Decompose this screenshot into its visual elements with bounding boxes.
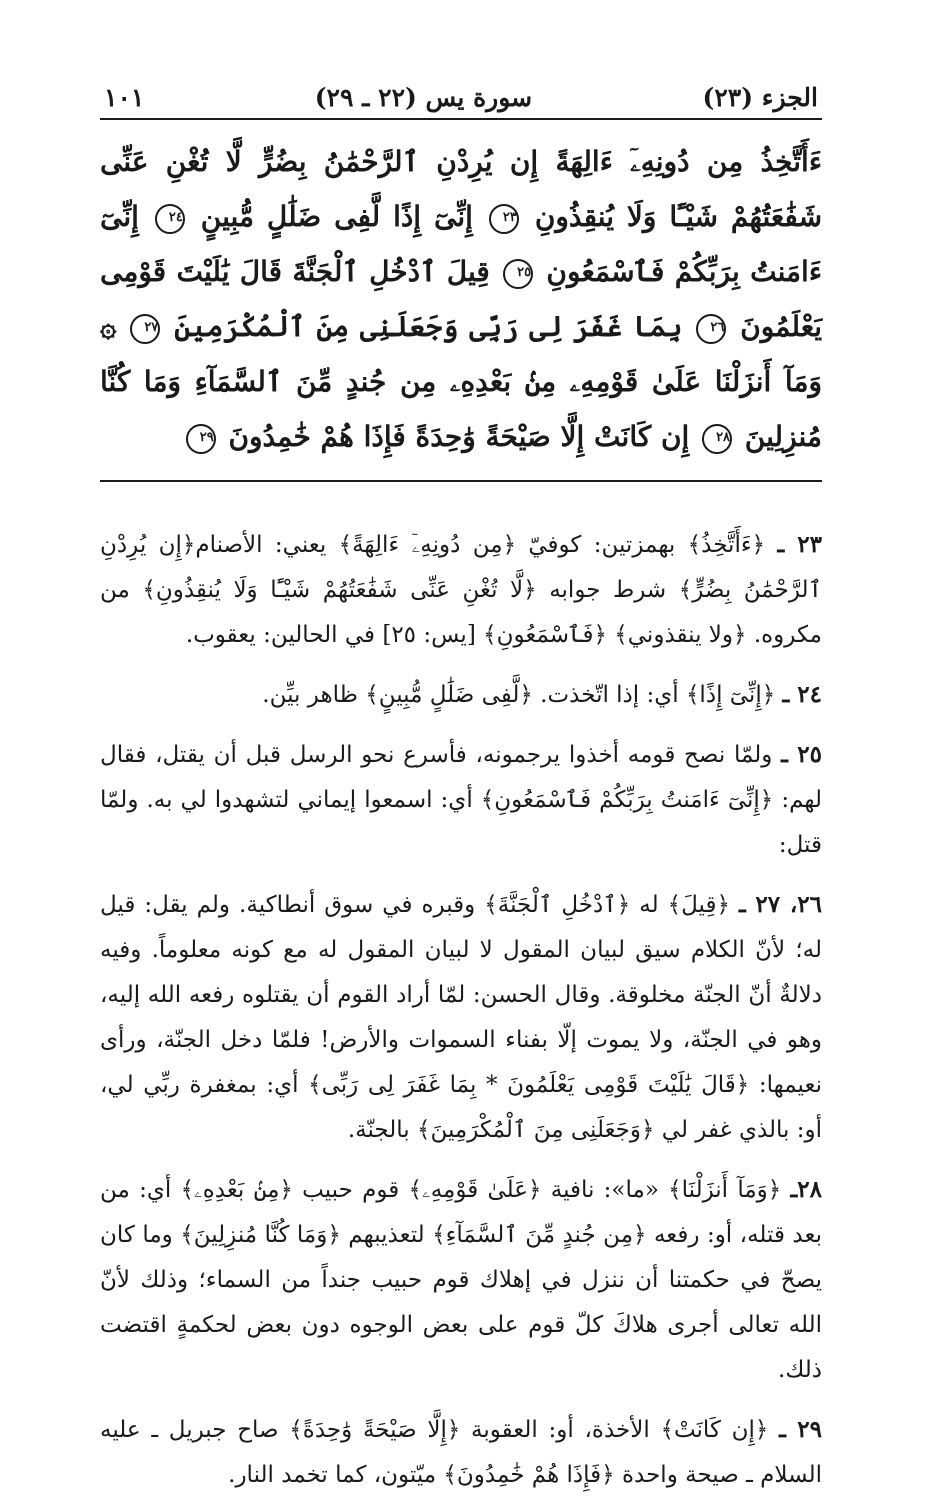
ayah-number-marker: ٢٣ <box>489 204 519 234</box>
ayah-text: إِنِّىٓ ءَامَنتُ بِرَبِّكُمْ فَٱسْمَعُونِ <box>100 200 823 288</box>
commentary-text: ﴿وَمَآ أَنزَلْنَا﴾ «ما»: نافية ﴿عَلَىٰ قَوْمِهِۦ﴾ قوم حبيب ﴿مِنۢ بَعْدِهِۦ﴾ أي: من بعد قتله، أو: رفعه ﴿مِن جُندٍ مِّنَ ٱلسَّمَآءِ﴾ لتعذيبهم ﴿وَمَا كُنَّا مُنزِلِينَ﴾ وما كان يصحّ في حكمتنا أن ننزل في إهلاك قوم حبيب جنداً من السماء؛ وذلك لأنّ الله تعالى أجرى هلاكَ كلّ قوم على بعض الوجوه دون بعض لحكمةٍ اقتضت ذلك. <box>100 1177 822 1383</box>
ayah-number-marker: ٢٩ <box>186 424 216 454</box>
ayah-text: ءَأَتَّخِذُ مِن دُونِهِۦٓ ءَالِهَةً إِن يُرِدْنِ ٱلرَّحْمَٰنُ بِضُرٍّ لَّا تُغْنِ عَنِّى شَفَٰعَتُهُمْ شَيْـًٔا وَلَا يُنقِذُونِ <box>100 145 823 233</box>
verse-number: ٢٣ ـ <box>777 531 823 558</box>
ayah-number-marker: ٢٥ <box>503 259 533 289</box>
ayah-text: ۞ وَمَآ أَنزَلْنَا عَلَىٰ قَوْمِهِۦ مِنۢ بَعْدِهِۦ مِن جُندٍ مِّنَ ٱلسَّمَآءِ وَمَا كُنَّا مُنزِلِينَ <box>100 310 822 453</box>
verse-number: ٢٩ ـ <box>779 1416 823 1443</box>
commentary-paragraph-28 <box>100 1167 822 1393</box>
page-number: ١٠١ <box>104 83 145 112</box>
ayah-number-marker: ٢٦ <box>696 314 726 344</box>
header-divider <box>100 118 822 120</box>
commentary-text: ﴿قِيلَ﴾ له ﴿ٱدْخُلِ ٱلْجَنَّةَ﴾ وقبره في سوق أنطاكية. ولم يقل: قيل له؛ لأنّ الكلام سيق لبيان المقول لا لبيان المقول له مع كونه معلوماً. وفيه دلالةٌ أنّ الجنّة مخلوقة. وقال الحسن: لمّا أراد القوم أن يقتلوه رفعه الله إليه، وهو في الجنّة، ولا يموت إلّا بفناء السموات والأرض! فلمّا دخل الجنّة، ورأى نعيمها: ﴿قَالَ يَٰلَيْتَ قَوْمِى يَعْلَمُونَ * بِمَا غَفَرَ لِى رَبِّى﴾ أي: بمغفرة ربِّي لي، أو: بالذي غفر لي ﴿وَجَعَلَنِى مِنَ ٱلْمُكْرَمِينَ﴾ بالجنّة. <box>100 892 822 1143</box>
page-header <box>100 68 822 112</box>
commentary-paragraph-23 <box>100 522 822 658</box>
verse-number: ٢٤ ـ <box>782 681 822 708</box>
ayah-text: إِن كَانَتْ إِلَّا صَيْحَةً وَٰحِدَةً فَإِذَا هُمْ خَٰمِدُونَ <box>228 420 690 453</box>
juz-label: الجزء (٢٣) <box>702 83 818 112</box>
commentary-paragraph-26-27 <box>100 882 822 1153</box>
commentary-text: ﴿ءَأَتَّخِذُ﴾ بهمزتين: كوفيّ ﴿مِن دُونِهِۦٓ ءَالِهَةً﴾ يعني: الأصنام﴿إِن يُرِدْنِ ٱلرَّحْمَٰنُ بِضُرٍّ﴾ شرط جوابه ﴿لَّا تُغْنِ عَنِّى شَفَٰعَتُهُمْ شَيْـًٔا وَلَا يُنقِذُونِ﴾ من مكروه. ﴿ولا ينقذوني﴾ ﴿فَٱسْمَعُونِ﴾ [يس: ٢٥] في الحالين: يعقوب. <box>100 532 822 648</box>
verse-number: ٢٦، ٢٧ ـ <box>738 891 823 918</box>
ayah-text: بِمَا غَفَرَ لِى رَبِّى وَجَعَلَنِى مِنَ ٱلْمُكْرَمِينَ <box>174 310 683 343</box>
commentary-text: ﴿إِن كَانَتْ﴾ الأخذة، أو: العقوبة ﴿إِلَّا صَيْحَةً وَٰحِدَةً﴾ صاح جبريل ـ عليه السلام ـ صيحة واحدة ﴿فَإِذَا هُمْ خَٰمِدُونَ﴾ ميّتون، كما تخمد النار. <box>100 1417 822 1488</box>
commentary-block <box>100 522 822 1498</box>
ayah-number-marker: ٢٨ <box>702 424 732 454</box>
ayah-number-marker: ٢٧ <box>130 314 160 344</box>
section-divider <box>100 480 822 482</box>
ayah-number-marker: ٢٤ <box>155 204 185 234</box>
verse-number: ٢٨ـ <box>790 1176 822 1203</box>
book-page <box>100 68 822 1512</box>
commentary-paragraph-24 <box>100 672 822 718</box>
quran-text-block <box>100 134 822 464</box>
ayah-text: قِيلَ ٱدْخُلِ ٱلْجَنَّةَ قَالَ يَٰلَيْتَ قَوْمِى يَعْلَمُونَ <box>100 255 823 343</box>
commentary-paragraph-29 <box>100 1407 822 1498</box>
commentary-text: ﴿إِنِّىٓ إِذًا﴾ أي: إذا اتّخذت. ﴿لَّفِى ضَلَٰلٍ مُّبِينٍ﴾ ظاهر بيِّن. <box>262 682 776 708</box>
surah-title: سورة يس (٢٢ ـ ٢٩) <box>314 83 533 112</box>
verse-number: ٢٥ ـ <box>781 741 823 768</box>
commentary-paragraph-25 <box>100 732 822 868</box>
commentary-text: ولمّا نصح قومه أخذوا يرجمونه، فأسرع نحو الرسل قبل أن يقتل، فقال لهم: ﴿إِنِّىٓ ءَامَنتُ بِرَبِّكُمْ فَٱسْمَعُونِ﴾ أي: اسمعوا إيماني لتشهدوا لي به. ولمّا قتل: <box>100 742 822 858</box>
ayah-text: إِنِّىٓ إِذًا لَّفِى ضَلَٰلٍ مُّبِينٍ <box>200 200 473 233</box>
